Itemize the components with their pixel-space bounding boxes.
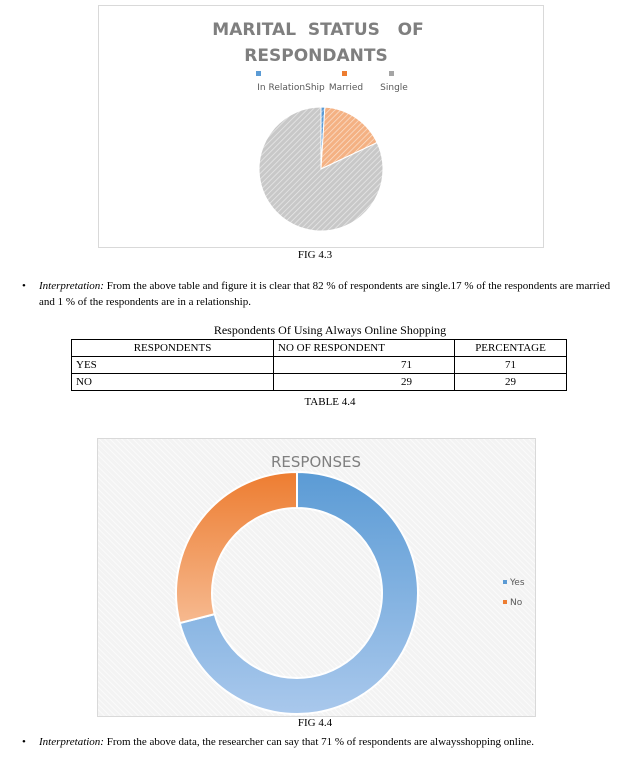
chart2-legend	[503, 578, 525, 608]
legend-label: Yes	[510, 578, 525, 588]
marital-status-chart	[98, 5, 544, 248]
legend-swatch	[389, 71, 394, 76]
table-title: Respondents Of Using Always Online Shopping	[213, 323, 447, 337]
table-cell: 29	[274, 374, 455, 391]
marital-status-svg	[99, 6, 543, 247]
header-respondents: RESPONDENTS	[72, 340, 274, 357]
marital-pie	[259, 107, 383, 231]
bullet: •	[22, 280, 26, 292]
legend-label: Single	[380, 83, 408, 93]
table-cell: 29	[455, 374, 567, 391]
legend-label: In RelationShip	[257, 83, 325, 93]
header-percentage: PERCENTAGE	[455, 340, 567, 357]
bullet: •	[22, 736, 26, 748]
table-cell: 71	[274, 357, 455, 374]
chart1-legend	[256, 71, 408, 93]
legend-swatch	[256, 71, 261, 76]
interpretation-text: From the above data, the researcher can say that 71 % of respondents are alwaysshopping online.	[103, 736, 535, 748]
responses-chart	[97, 438, 536, 717]
table-row	[72, 357, 567, 374]
table-header-row	[72, 340, 567, 357]
interpretation-label: Interpretation:	[39, 736, 104, 748]
chart2-title: RESPONSES	[270, 453, 362, 471]
table-cell: 71	[455, 357, 567, 374]
fig2-caption: FIG 4.4	[297, 717, 333, 729]
responses-donut	[176, 472, 418, 714]
legend-label: Married	[328, 83, 364, 93]
chart1-title-line2: RESPONDANTS	[244, 46, 388, 66]
legend-swatch	[342, 71, 347, 76]
donut-slice-no	[176, 472, 297, 623]
interpretation-1	[22, 278, 612, 310]
responses-table	[71, 339, 567, 391]
table-row	[72, 374, 567, 391]
chart1-title-line1: MARITAL STATUS OF	[212, 20, 424, 40]
table-caption: TABLE 4.4	[304, 396, 356, 408]
fig1-caption: FIG 4.3	[297, 249, 333, 261]
interpretation-2	[22, 734, 612, 750]
table-cell: NO	[72, 374, 274, 391]
table-cell: YES	[72, 357, 274, 374]
legend-swatch	[503, 580, 507, 584]
responses-svg	[98, 439, 535, 716]
header-no-of-respondent: NO OF RESPONDENT	[274, 340, 455, 357]
interpretation-label: Interpretation:	[39, 280, 104, 292]
legend-label: No	[510, 598, 523, 608]
legend-swatch	[503, 600, 507, 604]
interpretation-text: From the above table and figure it is clear that 82 % of respondents are single.17 % of the respondents are married and 1 % of the respondents are in a relationship.	[39, 280, 611, 308]
